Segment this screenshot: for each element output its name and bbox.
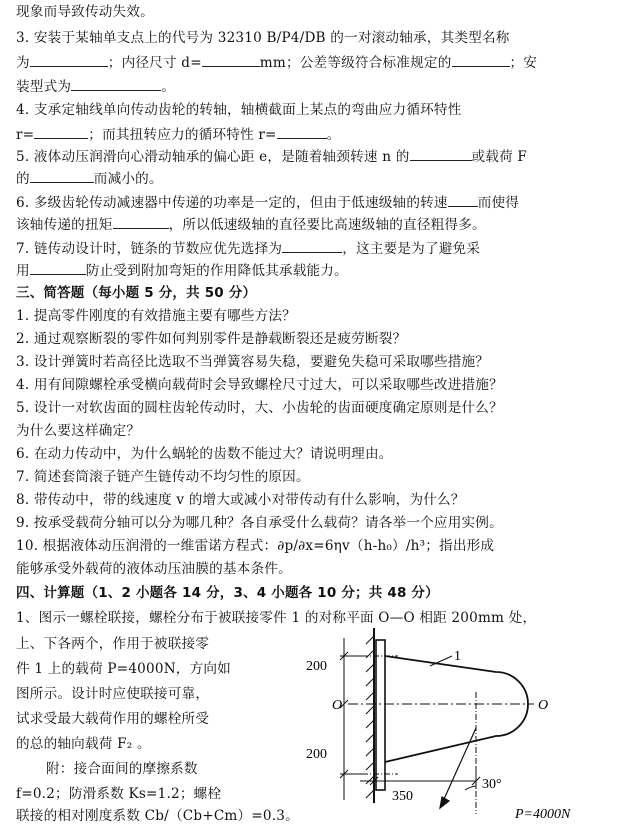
- text-line: 现象而导致传动失效。: [16, 4, 154, 20]
- question-3-line-2: 为 ；内径尺寸 d= mm；公差等级符合标准规定的 ；安: [16, 52, 606, 73]
- section-4-heading: 四、计算题（1、2 小题各 14 分，3、4 小题各 10 分；共 48 分）: [16, 585, 439, 601]
- fill-blank[interactable]: [277, 124, 327, 139]
- vertical-dimension: [340, 638, 362, 800]
- short-question-5-line-2: 为什么要这样确定？: [16, 423, 141, 439]
- short-question-8: 8. 带传动中，带的线速度 v 的增大或减小对带传动有什么影响，为什么？: [16, 492, 465, 508]
- fill-blank[interactable]: [202, 52, 260, 67]
- bracket-outline: [385, 656, 528, 762]
- base-plate: [376, 640, 385, 790]
- section-3-heading: 三、简答题（每小题 5 分，共 50 分）: [16, 285, 257, 301]
- short-question-10-line-1: 10. 根据液体动压润滑的一维雷诺方程式：∂p/∂x=6ηv（h-h₀）/h³；指出形成: [16, 538, 495, 554]
- calc-question-1-line-6: 的总的轴向载荷 F₂ 。: [16, 736, 151, 752]
- bolt-centerlines: [362, 656, 398, 774]
- fill-blank[interactable]: [448, 192, 478, 207]
- load-arrow: [440, 692, 476, 814]
- short-question-7: 7. 简述套筒滚子链产生链传动不均匀性的原因。: [16, 469, 310, 485]
- bolt-joint-figure: [300, 588, 610, 823]
- short-question-3: 3. 设计弹簧时若高径比选取不当弹簧容易失稳，要避免失稳可采取哪些措施？: [16, 354, 490, 370]
- fill-blank[interactable]: [282, 238, 342, 253]
- part-label: 1: [454, 649, 461, 664]
- short-question-9: 9. 按承受载荷分轴可以分为哪几种？各自承受什么载荷？请各举一个应用实例。: [16, 515, 503, 531]
- calc-question-1-line-2: 上、下各两个，作用于被联接零: [16, 636, 210, 652]
- calc-question-1-line-1: 1、图示一螺栓联接，螺栓分布于被联接零件 1 的对称平面 O—O 相距 200mm 处，: [16, 610, 537, 626]
- short-question-1: 1. 提高零件刚度的有效措施主要有哪些方法？: [16, 308, 296, 324]
- axis-label-right: O: [538, 698, 549, 713]
- fill-blank[interactable]: [410, 146, 472, 161]
- short-question-5-line-1: 5. 设计一对软齿面的圆柱齿轮传动时，大、小齿轮的齿面硬度确定原则是什么？: [16, 400, 503, 416]
- question-4-line-2: r= ；而其扭转应力的循环特性 r= 。: [16, 124, 606, 145]
- fill-blank[interactable]: [30, 260, 86, 275]
- question-7-line-2: 用 防止受到附加弯矩的作用降低其承载能力。: [16, 260, 606, 281]
- fill-blank[interactable]: [113, 214, 169, 229]
- calc-question-1-line-9: 联接的相对刚度系数 Cb/（Cb+Cm）=0.3。: [16, 808, 299, 824]
- fill-blank[interactable]: [71, 76, 161, 91]
- load-label: P=4000N: [515, 807, 571, 822]
- short-question-2: 2. 通过观察断裂的零件如何判别零件是静载断裂还是疲劳断裂？: [16, 331, 407, 347]
- dim-horizontal-label: 350: [392, 789, 413, 804]
- dim-bottom-label: 200: [306, 747, 327, 762]
- calc-question-1-line-3: 件 1 上的载荷 P=4000N，方向如: [16, 661, 231, 677]
- calc-question-1-line-8: f=0.2；防滑系数 Ks=1.2；螺栓: [16, 786, 222, 802]
- question-3-line-3: 装型式为 。: [16, 76, 606, 97]
- calc-question-1-line-4: 图所示。设计时应使联接可靠，: [16, 686, 210, 702]
- question-5-line-1: 5. 液体动压润滑向心滑动轴承的偏心距 e，是随着轴颈转速 n 的 或载荷 F: [16, 146, 606, 167]
- fill-blank[interactable]: [30, 52, 108, 67]
- horizontal-dimension: [360, 766, 480, 788]
- fill-blank[interactable]: [452, 52, 510, 67]
- short-question-10-line-2: 能够承受外载荷的液体动压油膜的基本条件。: [16, 561, 292, 577]
- calc-question-1-line-7: 附：接合面间的摩擦系数: [46, 761, 198, 777]
- short-question-6: 6. 在动力传动中，为什么蜗轮的齿数不能过大？请说明理由。: [16, 446, 393, 462]
- question-3-line-1: 3. 安装于某轴单支点上的代号为 32310 B/P4/DB 的一对滚动轴承，其类型名称: [16, 30, 510, 46]
- dim-top-label: 200: [306, 659, 327, 674]
- angle-arc: [465, 786, 476, 790]
- question-6-line-2: 该轴传递的扭矩 ，所以低速级轴的直径要比高速级轴的直径粗得多。: [16, 214, 606, 235]
- question-7-line-1: 7. 链传动设计时，链条的节数应优先选择为 ，这主要是为了避免采: [16, 238, 606, 259]
- question-4-line-1: 4. 支承定轴线单向传动齿轮的转轴，轴横截面上某点的弯曲应力循环特性: [16, 102, 462, 118]
- angle-label: 30°: [482, 777, 502, 792]
- calc-question-1-line-5: 试求受最大载荷作用的螺栓所受: [16, 711, 210, 727]
- question-5-line-2: 的 而减小的。: [16, 168, 606, 189]
- fill-blank[interactable]: [30, 168, 94, 183]
- axis-label-left: O: [332, 698, 343, 713]
- fill-blank[interactable]: [34, 124, 88, 139]
- short-question-4: 4. 用有间隙螺栓承受横向载荷时会导致螺栓尺寸过大，可以采取哪些改进措施？: [16, 377, 503, 393]
- question-6-line-1: 6. 多级齿轮传动减速器中传递的功率是一定的，但由于低速级轴的转速 而使得: [16, 192, 606, 213]
